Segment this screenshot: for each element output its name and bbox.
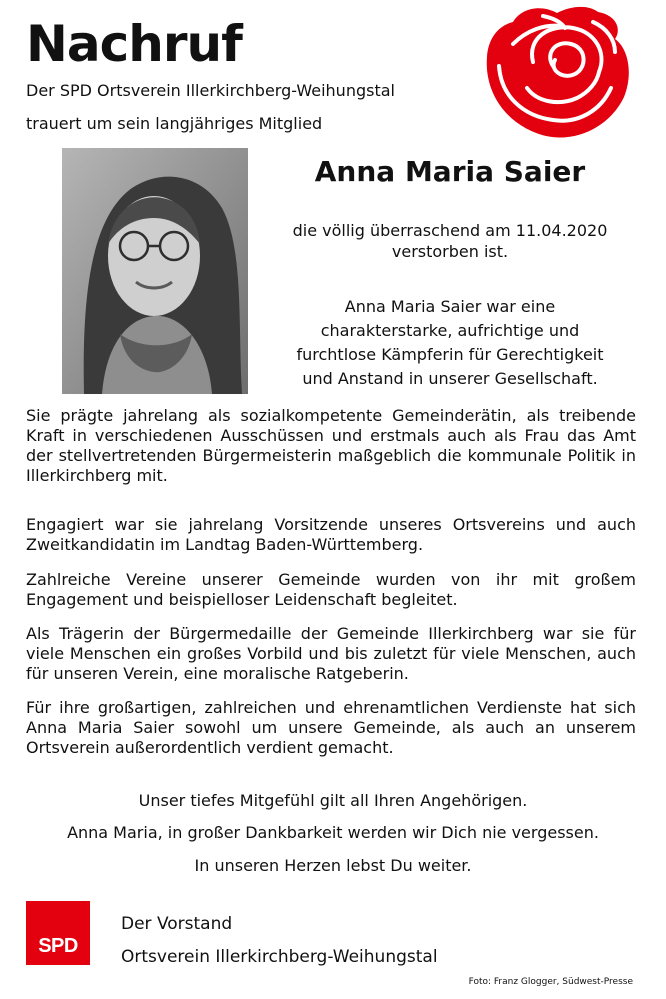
spd-logo-text: SPD bbox=[38, 935, 78, 957]
spd-logo bbox=[26, 901, 90, 965]
tribute-line: Anna Maria Saier war eine bbox=[344, 297, 556, 316]
closing-line: Unser tiefes Mitgefühl gilt all Ihren Angehörigen. bbox=[138, 791, 528, 810]
tribute-line: furchtlose Kämpferin für Gerechtigkeit bbox=[296, 345, 604, 364]
spd-rose-icon bbox=[483, 4, 631, 140]
death-notice-line: die völlig überraschend am 11.04.2020 bbox=[292, 221, 608, 240]
body-paragraph: Für ihre großartigen, zahlreichen und ehrenamtlichen Verdienste hat sich Anna Maria Saier sowohl um unsere Gemeinde, als auch an unserem Ortsverein außerordentlich verdient gemacht. bbox=[26, 698, 636, 757]
death-notice-line: verstorben ist. bbox=[391, 242, 509, 261]
signature-ortsverein: Ortsverein Illerkirchberg-Weihungstal bbox=[121, 947, 438, 967]
intro-line-mitglied: trauert um sein langjähriges Mitglied bbox=[26, 114, 323, 133]
signature-board: Der Vorstand bbox=[121, 914, 233, 934]
page-title: Nachruf bbox=[26, 15, 242, 73]
portrait-photo bbox=[62, 148, 248, 394]
body-paragraph: Als Trägerin der Bürgermedaille der Gemeinde Illerkirchberg war sie für viele Menschen ein großes Vorbild und bis zuletzt für viele Menschen, auch für unseren Verein, eine moralische Ratgeberin. bbox=[26, 624, 636, 683]
intro-line-ortsverein: Der SPD Ortsverein Illerkirchberg-Weihungstal bbox=[26, 81, 395, 100]
tribute-line: charakterstarke, aufrichtige und bbox=[320, 321, 580, 340]
body-paragraph: Sie prägte jahrelang als sozialkompetente Gemeinderätin, als treibende Kraft in verschiedenen Ausschüssen und erstmals auch als Frau das Amt der stellvertretenden Bürgermeisterin maßgeblich die kommunale Politik in Illerkirchberg mit. bbox=[26, 406, 636, 485]
closing-line: Anna Maria, in großer Dankbarkeit werden wir Dich nie vergessen. bbox=[67, 823, 599, 842]
tribute-line: und Anstand in unserer Gesellschaft. bbox=[302, 369, 598, 388]
deceased-name: Anna Maria Saier bbox=[314, 155, 586, 188]
photo-credit: Foto: Franz Glogger, Südwest-Presse bbox=[468, 977, 633, 987]
closing-line: In unseren Herzen lebst Du weiter. bbox=[194, 856, 472, 875]
body-paragraph: Zahlreiche Vereine unserer Gemeinde wurden von ihr mit großem Engagement und beispielloser Leidenschaft begleitet. bbox=[26, 570, 636, 609]
body-paragraph: Engagiert war sie jahrelang Vorsitzende unseres Ortsvereins und auch Zweitkandidatin im Landtag Baden-Württemberg. bbox=[26, 515, 636, 554]
